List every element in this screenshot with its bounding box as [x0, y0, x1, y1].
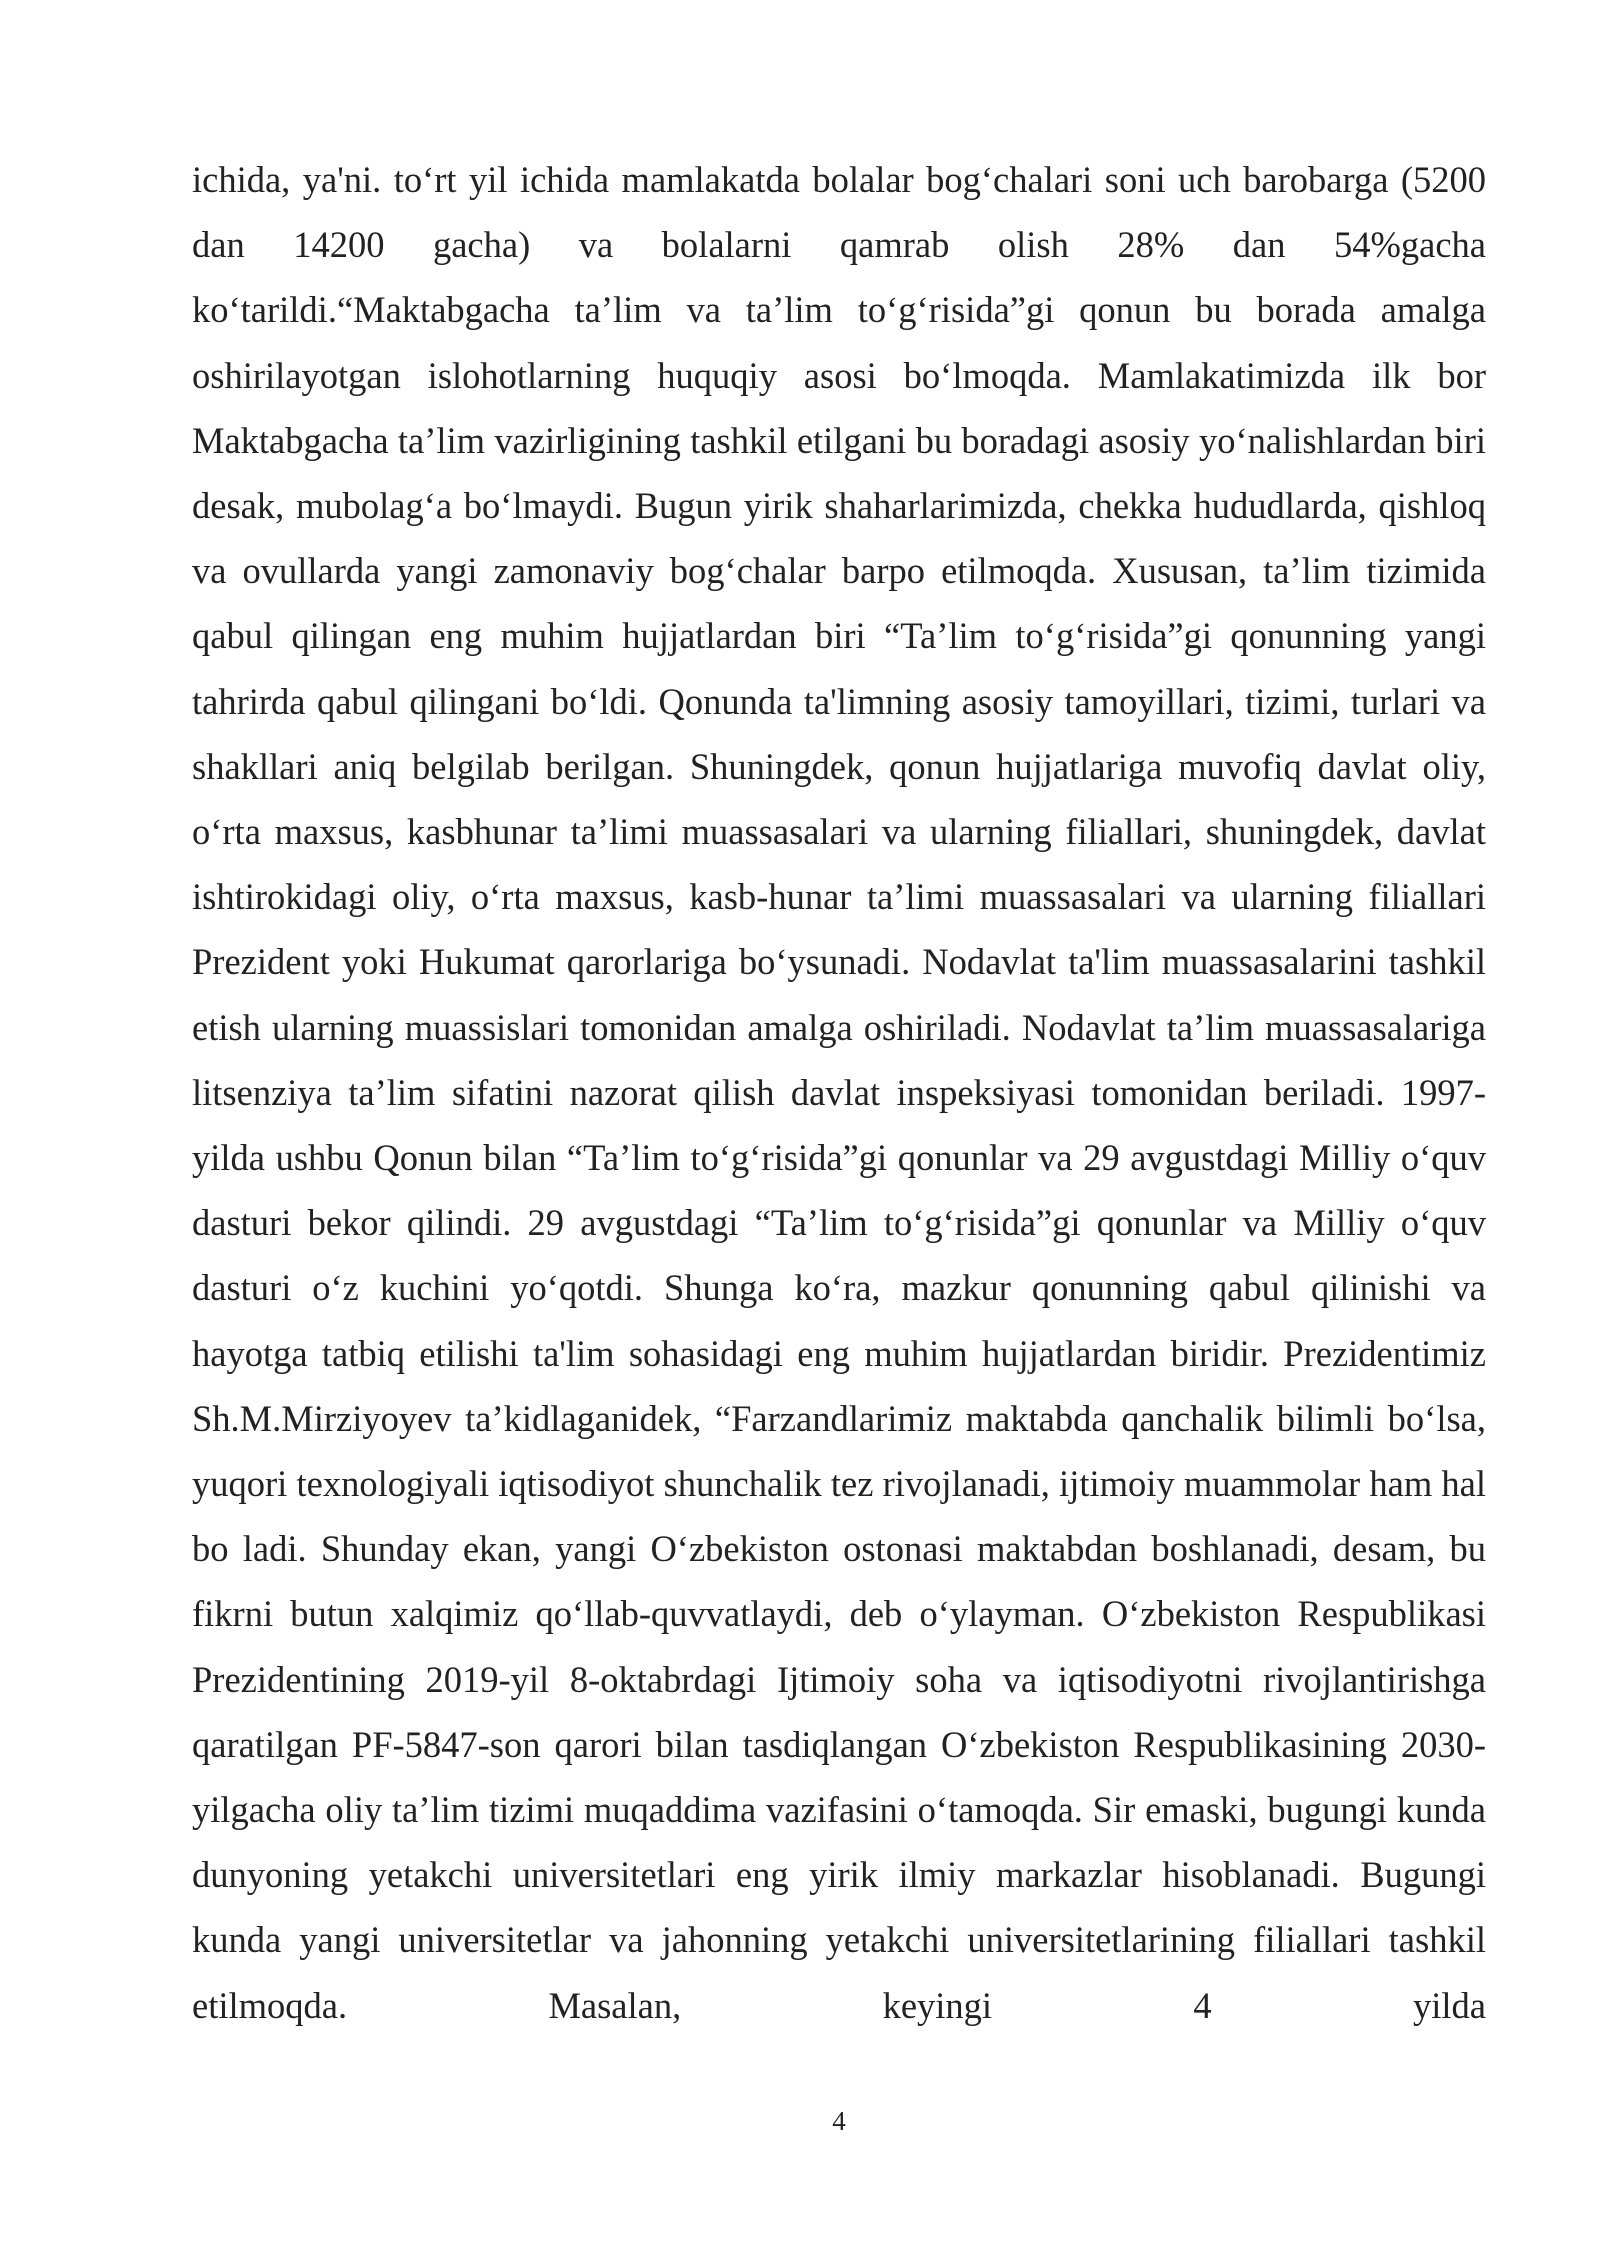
body-paragraph: ichida, ya'ni. to‘rt yil ichida mamlakatda bolalar bog‘chalari soni uch barobarga (5200 dan 14200 gacha) va bolalarni qamrab olish 28% dan 54%gacha ko‘tarildi.“Maktabgacha ta’lim va ta’lim to‘g‘risida”gi qonun bu borada amalga oshirilayotgan islohotlarning huquqiy asosi bo‘lmoqda. Mamlakatimizda ilk bor Maktabgacha ta’lim vazirligining tashkil etilgani bu boradagi asosiy yo‘nalishlardan biri desak, mubolag‘a bo‘lmaydi. Bugun yirik shaharlarimizda, chekka hududlarda, qishloq va ovullarda yangi zamonaviy bog‘chalar barpo etilmoqda. Xususan, ta’lim tizimida qabul qilingan eng muhim hujjatlardan biri “Ta’lim to‘g‘risida”gi qonunning yangi tahrirda qabul qilingani bo‘ldi. Qonunda ta'limning asosiy tamoyillari, tizimi, turlari va shakllari aniq belgilab berilgan. Shuningdek, qonun hujjatlariga muvofiq davlat oliy, o‘rta maxsus, kasbhunar ta’limi muassasalari va ularning filiallari, shuningdek, davlat ishtirokidagi oliy, o‘rta maxsus, kasb-hunar ta’limi muassasalari va ularning filiallari Prezident yoki Hukumat qarorlariga bo‘ysunadi. Nodavlat ta'lim muassasalarini tashkil etish ularning muassislari tomonidan amalga oshiriladi. Nodavlat ta’lim muassasalariga litsenziya ta’lim sifatini nazorat qilish davlat inspeksiyasi tomonidan beriladi. 1997-yilda ushbu Qonun bilan “Ta’lim to‘g‘risida”gi qonunlar va 29 avgustdagi Milliy o‘quv dasturi bekor qilindi. 29 avgustdagi “Ta’lim to‘g‘risida”gi qonunlar va Milliy o‘quv dasturi o‘z kuchini yo‘qotdi. Shunga ko‘ra, mazkur qonunning qabul qilinishi va hayotga tatbiq etilishi ta'lim sohasidagi eng muhim hujjatlardan biridir. Prezidentimiz Sh.M.Mirziyoyev ta’kidlaganidek, “Farzandlarimiz maktabda qanchalik bilimli bo‘lsa, yuqori texnologiyali iqtisodiyot shunchalik tez rivojlanadi, ijtimoiy muammolar ham hal bo ladi. Shunday ekan, yangi O‘zbekiston ostonasi maktabdan boshlanadi, desam, bu fikrni butun xalqimiz qo‘llab-quvvatlaydi, deb o‘ylayman. O‘zbekiston Respublikasi Prezidentining 2019-yil 8-oktabrdagi Ijtimoiy soha va iqtisodiyotni rivojlantirishga qaratilgan PF-5847-son qarori bilan tasdiqlangan O‘zbekiston Respublikasining 2030- yilgacha oliy ta’lim tizimi muqaddima vazifasini o‘tamoqda. Sir emaski, bugungi kunda dunyoning yetakchi universitetlari eng yirik ilmiy markazlar hisoblanadi. Bugungi kunda yangi universitetlar va jahonning yetakchi universitetlarining filiallari tashkil etilmoqda. Masalan, keyingi 4 yilda [192, 159, 1486, 2026]
page-number: 4 [832, 2106, 846, 2136]
